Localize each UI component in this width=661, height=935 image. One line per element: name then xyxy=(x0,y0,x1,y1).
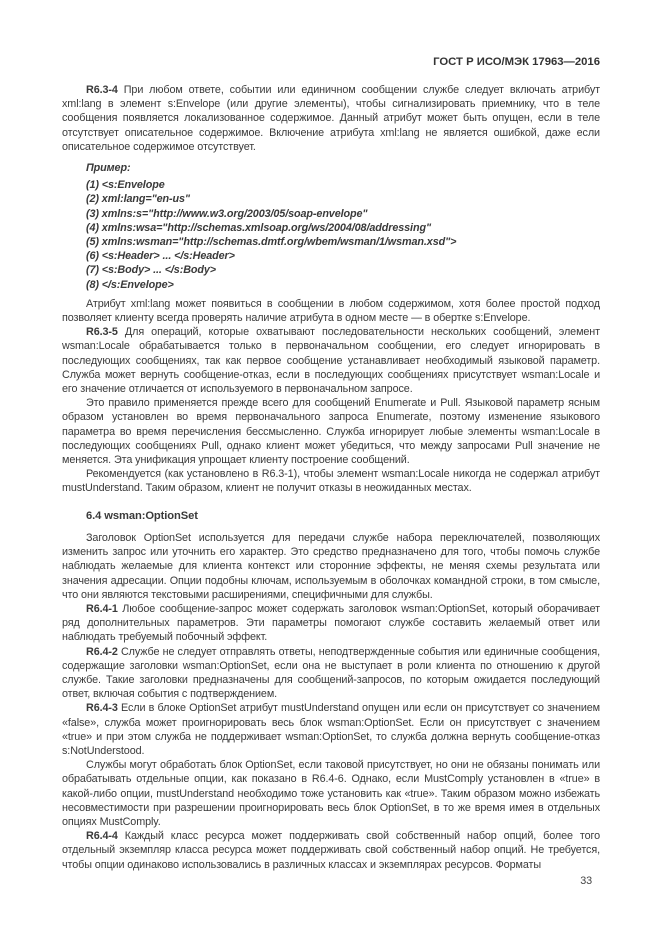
para-text: Рекомендуется (как установлено в R6.3-1), чтобы элемент wsman:Locale никогда не содержал атрибут mustUnderstand. Таким образом, клиент не получит отказы в неожиданных местах. xyxy=(62,468,600,495)
rule-label: R6.4-4 xyxy=(86,830,118,843)
rule-label: R6.3-4 xyxy=(86,84,118,96)
example-caption: Пример: xyxy=(86,162,131,175)
example-line: (7) <s:Body> ... </s:Body> xyxy=(86,264,216,277)
para-text: Заголовок OptionSet используется для передачи службе набора переключателей, позволяющих изменить запрос или уточнить его характер. Это средство предназначено для того, чтобы помочь службе наблюдать желаемые для клиента контекст или сторонние эффекты, не меняя схемы результата или значения адресации. Опции подобны ключам, используемым в оболочках командной строки, в том смысле, что они являются текстовыми расширениями, специфичными для службы. xyxy=(62,531,600,601)
para-r6-3-4 xyxy=(62,83,600,154)
rule-label: R6.4-2 xyxy=(86,645,118,658)
para-r6-4-4 xyxy=(62,829,600,872)
para-text: При любом ответе, событии или единичном сообщении службе следует включать атрибут xml:lang в элемент s:Envelope (или другие элементы), чтобы сигнализировать приемнику, что в теле сообщения появляется локализованное содержимое. Данный атрибут может быть опущен, если в теле отсутствует описательное содержимое. Включение атрибута xml:lang не является ошибкой, даже если описательное содержимое отсутствует. xyxy=(62,84,600,153)
para-r6-4-3 xyxy=(62,701,600,758)
example-line: (4) xmlns:wsa="http://schemas.xmlsoap.org/ws/2004/08/addressing" xyxy=(86,221,431,234)
document-body xyxy=(62,83,600,888)
section-heading-6-4: 6.4 wsman:OptionSet xyxy=(86,509,198,522)
para-text: Для операций, которые охватывают последовательности нескольких сообщений, элемент wsman:Locale обрабатывается только в первоначальном сообщении, его следует игнорировать в последующих сообщениях, так как первое сообщение устанавливает необходимый языковой параметр. Служба может вернуть сообщение-отказ, если в последующих сообщениях присутствует wsman:Locale и его значение отличается от используемого в первоначальном запросе. xyxy=(62,326,601,396)
rule-label: R6.3-5 xyxy=(86,326,118,339)
example-line: (5) xmlns:wsman="http://schemas.dmtf.org/wbem/wsman/1/wsman.xsd"> xyxy=(86,236,457,249)
para-recommendation xyxy=(62,467,600,495)
running-header xyxy=(62,56,600,69)
standard-number: ГОСТ Р ИСО/МЭК 17963—2016 xyxy=(433,56,600,68)
para-text: Службе не следует отправлять ответы, неподтвержденные события или единичные сообщения, содержащие заголовки wsman:OptionSet, если она не выступает в роли клиента по отношению к другой службе. Такие заголовки предназначены для сообщений-запросов, по которым ожидается последующий ответ, включая события с подтверждением. xyxy=(62,645,600,701)
para-r6-3-5 xyxy=(62,325,600,396)
para-r6-4-1 xyxy=(62,602,600,645)
para-r6-4-2 xyxy=(62,645,600,702)
para-text: Это правило применяется прежде всего для сообщений Enumerate и Pull. Языковой параметр ясным образом установлен во время первоначального запроса Enumerate, поэтому изменение языкового параметра во время перечисления бессмысленно. Служба игнорирует любые элементы wsman:Locale в последующих сообщениях Pull, однако клиент может убедиться, что между запросами Pull значение не меняется. Эта унификация упрощает клиенту построение сообщений. xyxy=(62,397,600,467)
para-optionset-handling xyxy=(62,758,600,829)
rule-label: R6.4-1 xyxy=(86,602,118,615)
example-line: (2) xml:lang="en-us" xyxy=(86,193,190,206)
example-block xyxy=(62,161,600,292)
example-line: (1) <s:Envelope xyxy=(86,179,165,192)
page-number: 33 xyxy=(580,874,592,887)
rule-label: R6.4-3 xyxy=(86,702,118,715)
para-text: Службы могут обработать блок OptionSet, если таковой присутствует, но они не обязаны понимать или обрабатывать отдельные опции, как показано в R6.4-6. Однако, если MustComply установлен в «true» в какой-либо опции, mustUnderstand необходимо тоже установить как «true». Таким образом можно избежать несовместимости при разрешении проигнорировать весь блок OptionSet, в то же время имея в отдельных опциях MustComply. xyxy=(62,759,600,828)
example-line: (8) </s:Envelope> xyxy=(86,278,174,291)
para-optionset-intro xyxy=(62,531,600,602)
para-text: Атрибут xml:lang может появиться в сообщении в любом содержимом, хотя более простой подход позволяет клиенту всегда проверять наличие атрибута в одном месте — в обертке s:Envelope. xyxy=(62,297,600,325)
para-text: Каждый класс ресурса может поддерживать свой собственный набор опций, более того отдельный экземпляр класса ресурса может поддерживать свой собственный набор опций. Не требуется, чтобы опции одинаково использовались в различных классах и экземплярах ресурсов. Форматы xyxy=(62,830,600,871)
example-line: (3) xmlns:s="http://www.w3.org/2003/05/soap-envelope" xyxy=(86,207,368,220)
para-text: Любое сообщение-запрос может содержать заголовок wsman:OptionSet, который оборачивает ряд дополнительных параметров. Эти параметры помогают службе составить желаемый ответ или наблюдать требуемый побочный эффект. xyxy=(62,602,600,644)
example-line: (6) <s:Header> ... </s:Header> xyxy=(86,250,235,263)
para-xmllang-note xyxy=(62,297,600,325)
para-enumerate-pull xyxy=(62,396,600,467)
para-text: Если в блоке OptionSet атрибут mustUnderstand опущен или если он присутствует со значением «false», служба может проигнорировать весь блок wsman:OptionSet. Если он присутствует с значением «true» и при этом служба не поддерживает wsman:OptionSet, то служба должна вернуть сообщение-отказ s:NotUnderstood. xyxy=(62,702,600,757)
